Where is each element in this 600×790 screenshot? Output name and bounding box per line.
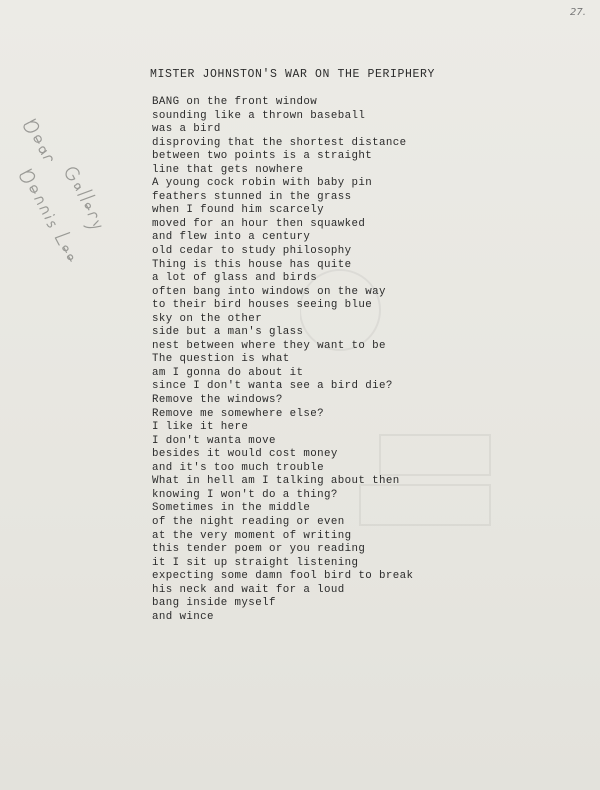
poem-line: when I found him scarcely bbox=[152, 204, 324, 217]
poem-line: of the night reading or even bbox=[152, 515, 345, 528]
poem-line: to their bird houses seeing blue bbox=[152, 299, 373, 312]
poem-line: it I sit up straight listening bbox=[152, 556, 359, 569]
poem-line: and it's too much trouble bbox=[152, 461, 324, 474]
poem-line: nest between where they want to be bbox=[152, 339, 386, 352]
poem-line: sky on the other bbox=[152, 312, 263, 325]
handwritten-signature bbox=[12, 110, 132, 280]
poem-line: side but a man's glass bbox=[152, 326, 304, 339]
poem-line: Sometimes in the middle bbox=[152, 502, 311, 515]
poem-line: expecting some damn fool bird to break bbox=[152, 570, 414, 583]
poem-line: since I don't wanta see a bird die? bbox=[152, 380, 393, 393]
poem-line: between two points is a straight bbox=[152, 150, 373, 163]
poem-line: Remove the windows? bbox=[152, 394, 283, 407]
poem-line: often bang into windows on the way bbox=[152, 285, 386, 298]
poem-line: his neck and wait for a loud bbox=[152, 583, 345, 596]
poem-line: A young cock robin with baby pin bbox=[152, 177, 373, 190]
poem-line: disproving that the shortest distance bbox=[152, 136, 407, 149]
signature-drawing bbox=[12, 110, 132, 280]
poem-line: knowing I won't do a thing? bbox=[152, 488, 338, 501]
poem-line: a lot of glass and birds bbox=[152, 272, 318, 285]
poem-title: MISTER JOHNSTON'S WAR ON THE PERIPHERY bbox=[150, 68, 436, 81]
poem-line: this tender poem or you reading bbox=[152, 543, 366, 556]
page-number: 27. bbox=[570, 7, 586, 18]
poem-line: besides it would cost money bbox=[152, 448, 338, 461]
poem-line: and wince bbox=[152, 610, 214, 623]
poem-body bbox=[152, 96, 413, 624]
poem-line: was a bird bbox=[152, 123, 221, 136]
poem-line: I like it here bbox=[152, 421, 249, 434]
poem-line: and flew into a century bbox=[152, 231, 311, 244]
poem-line: old cedar to study philosophy bbox=[152, 245, 352, 258]
poem-line: feathers stunned in the grass bbox=[152, 190, 352, 203]
poem-line: Thing is this house has quite bbox=[152, 258, 352, 271]
poem-line: What in hell am I talking about then bbox=[152, 475, 400, 488]
poem-line: The question is what bbox=[152, 353, 290, 366]
poem-line: sounding like a thrown baseball bbox=[152, 109, 366, 122]
poem-line: am I gonna do about it bbox=[152, 366, 304, 379]
poem-line: bang inside myself bbox=[152, 597, 276, 610]
poem-line: moved for an hour then squawked bbox=[152, 217, 366, 230]
poem-line: I don't wanta move bbox=[152, 434, 276, 447]
poem-line: line that gets nowhere bbox=[152, 163, 304, 176]
poem-line: Remove me somewhere else? bbox=[152, 407, 324, 420]
poem-line: at the very moment of writing bbox=[152, 529, 352, 542]
poem-line: BANG on the front window bbox=[152, 96, 318, 108]
